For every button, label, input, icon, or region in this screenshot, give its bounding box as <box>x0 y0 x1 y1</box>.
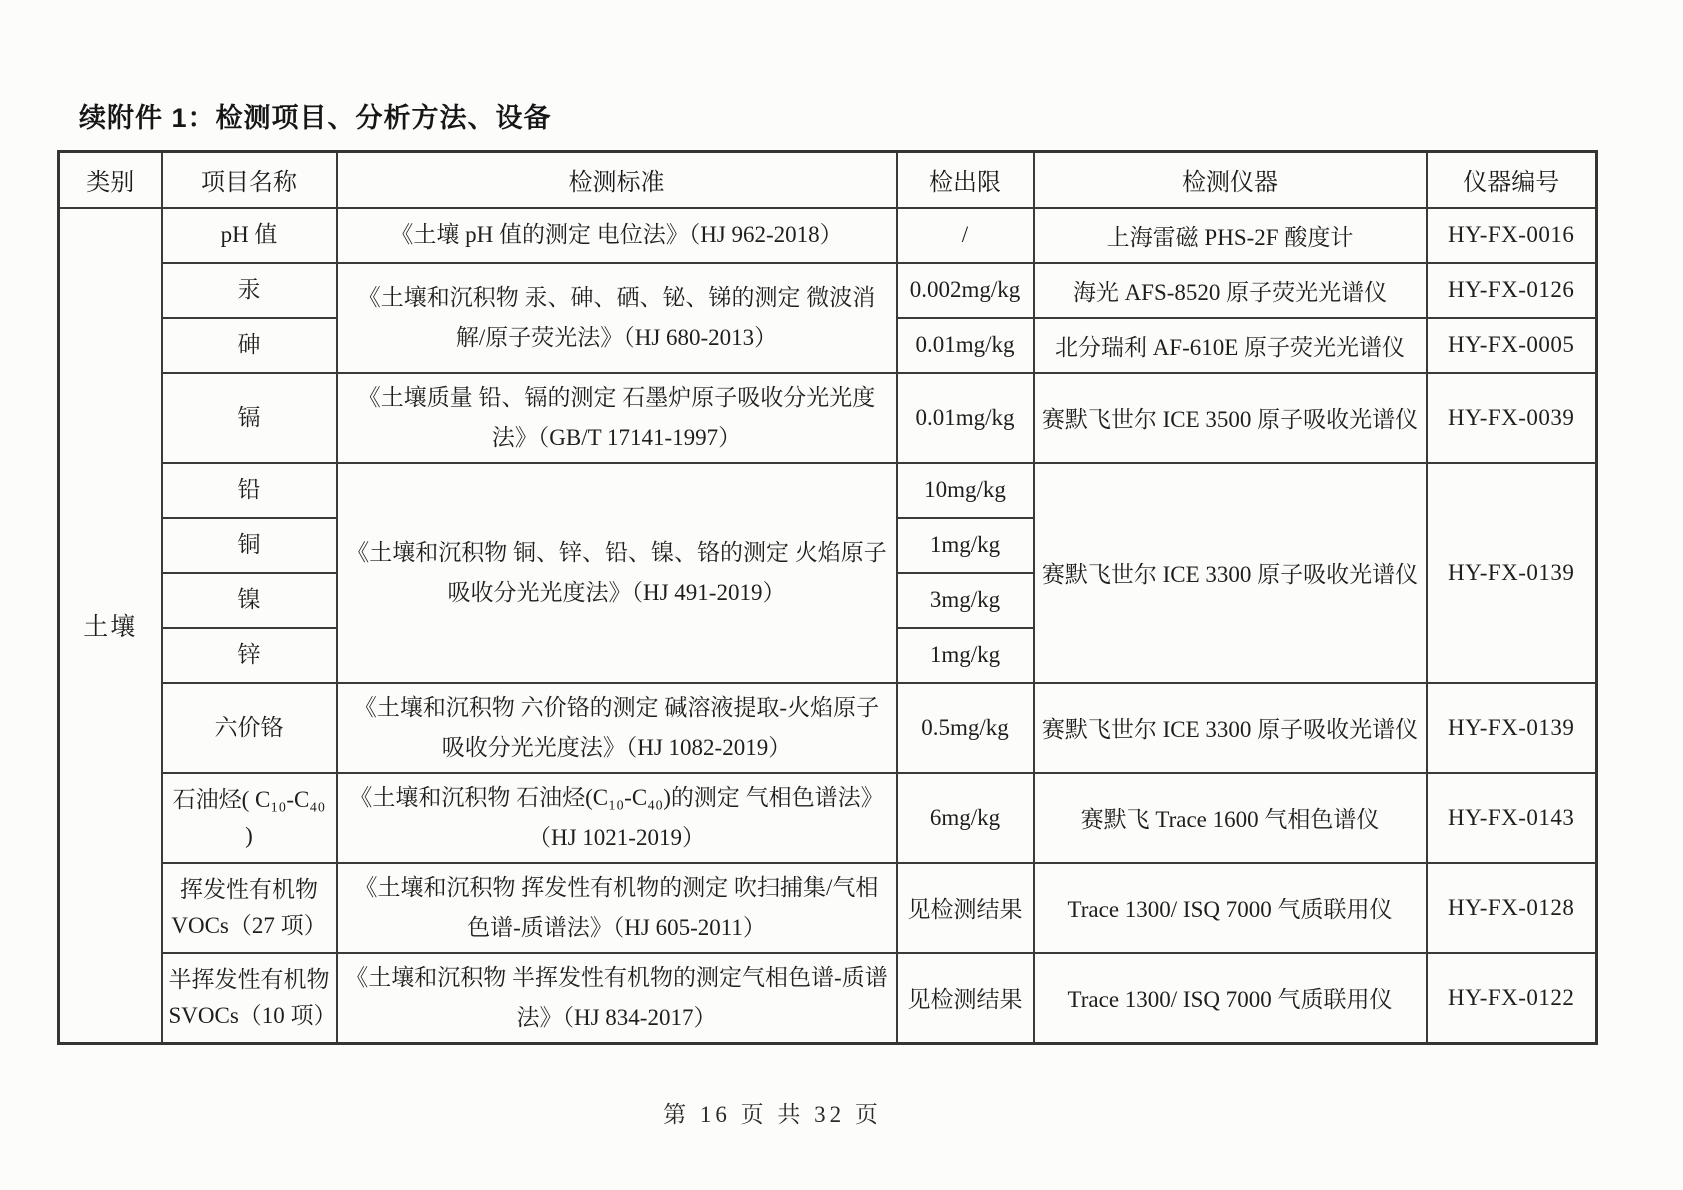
item-cell: 汞 <box>162 263 337 318</box>
instrument-cell: 赛默飞 Trace 1600 气相色谱仪 <box>1034 773 1427 863</box>
instrument-cell: 赛默飞世尔 ICE 3300 原子吸收光谱仪 <box>1034 463 1427 683</box>
code-cell: HY-FX-0139 <box>1427 463 1597 683</box>
instrument-cell: Trace 1300/ ISQ 7000 气质联用仪 <box>1034 953 1427 1044</box>
code-cell: HY-FX-0005 <box>1427 318 1597 373</box>
code-cell: HY-FX-0126 <box>1427 263 1597 318</box>
header-instrument: 检测仪器 <box>1034 152 1427 208</box>
table-row-hexavalent-chromium <box>59 683 1597 773</box>
code-cell: HY-FX-0016 <box>1427 208 1597 263</box>
item-cell: 六价铬 <box>162 683 337 773</box>
instrument-cell: 海光 AFS-8520 原子荧光光谱仪 <box>1034 263 1427 318</box>
standard-cell: 《土壤和沉积物 半挥发性有机物的测定气相色谱-质谱法》（HJ 834-2017） <box>337 953 897 1044</box>
item-cell: pH 值 <box>162 208 337 263</box>
limit-cell: / <box>897 208 1034 263</box>
instrument-cell: 赛默飞世尔 ICE 3500 原子吸收光谱仪 <box>1034 373 1427 463</box>
item-cell: 铅 <box>162 463 337 518</box>
item-cell: 挥发性有机物 VOCs（27 项） <box>162 863 337 953</box>
page-number: 第 16 页 共 32 页 <box>663 1102 882 1127</box>
table-row-ph <box>59 208 1597 263</box>
header-code: 仪器编号 <box>1427 152 1597 208</box>
item-cell: 镍 <box>162 573 337 628</box>
table-row-vocs <box>59 863 1597 953</box>
standard-cell: 《土壤和沉积物 石油烃(C₁₀-C₄₀)的测定 气相色谱法》（HJ 1021-2019） <box>337 773 897 863</box>
limit-cell: 0.002mg/kg <box>897 263 1034 318</box>
limit-cell: 1mg/kg <box>897 518 1034 573</box>
standard-cell: 《土壤和沉积物 汞、砷、硒、铋、锑的测定 微波消解/原子荧光法》（HJ 680-2013） <box>337 263 897 373</box>
header-standard: 检测标准 <box>337 152 897 208</box>
item-cell: 砷 <box>162 318 337 373</box>
standard-cell: 《土壤 pH 值的测定 电位法》（HJ 962-2018） <box>337 208 897 263</box>
category-cell: 土壤 <box>59 208 162 1044</box>
item-cell: 铜 <box>162 518 337 573</box>
code-cell: HY-FX-0122 <box>1427 953 1597 1044</box>
limit-cell: 见检测结果 <box>897 953 1034 1044</box>
code-cell: HY-FX-0039 <box>1427 373 1597 463</box>
detection-items-table <box>57 150 1598 1045</box>
limit-cell: 6mg/kg <box>897 773 1034 863</box>
instrument-cell: 赛默飞世尔 ICE 3300 原子吸收光谱仪 <box>1034 683 1427 773</box>
standard-cell: 《土壤和沉积物 六价铬的测定 碱溶液提取-火焰原子吸收分光光度法》（HJ 1082-2019） <box>337 683 897 773</box>
header-row <box>59 152 1597 208</box>
item-cell: 石油烃( C₁₀-C₄₀ ) <box>162 773 337 863</box>
item-cell: 半挥发性有机物 SVOCs（10 项） <box>162 953 337 1044</box>
table-row-lead <box>59 463 1597 518</box>
code-cell: HY-FX-0139 <box>1427 683 1597 773</box>
header-item: 项目名称 <box>162 152 337 208</box>
table-row-cadmium <box>59 373 1597 463</box>
limit-cell: 见检测结果 <box>897 863 1034 953</box>
item-cell: 锌 <box>162 628 337 683</box>
limit-cell: 1mg/kg <box>897 628 1034 683</box>
table-row-svocs <box>59 953 1597 1044</box>
limit-cell: 0.01mg/kg <box>897 373 1034 463</box>
item-cell: 镉 <box>162 373 337 463</box>
page-title: 续附件 1：检测项目、分析方法、设备 <box>79 103 552 133</box>
code-cell: HY-FX-0143 <box>1427 773 1597 863</box>
limit-cell: 0.01mg/kg <box>897 318 1034 373</box>
header-category: 类别 <box>59 152 162 208</box>
standard-cell: 《土壤质量 铅、镉的测定 石墨炉原子吸收分光光度法》（GB/T 17141-1997） <box>337 373 897 463</box>
limit-cell: 0.5mg/kg <box>897 683 1034 773</box>
limit-cell: 3mg/kg <box>897 573 1034 628</box>
instrument-cell: Trace 1300/ ISQ 7000 气质联用仪 <box>1034 863 1427 953</box>
table-header <box>59 152 1597 208</box>
limit-cell: 10mg/kg <box>897 463 1034 518</box>
instrument-cell: 北分瑞利 AF-610E 原子荧光光谱仪 <box>1034 318 1427 373</box>
header-limit: 检出限 <box>897 152 1034 208</box>
table-row-petroleum-hydrocarbons <box>59 773 1597 863</box>
instrument-cell: 上海雷磁 PHS-2F 酸度计 <box>1034 208 1427 263</box>
standard-cell: 《土壤和沉积物 铜、锌、铅、镍、铬的测定 火焰原子吸收分光光度法》（HJ 491-2019） <box>337 463 897 683</box>
table-row-mercury <box>59 263 1597 318</box>
code-cell: HY-FX-0128 <box>1427 863 1597 953</box>
standard-cell: 《土壤和沉积物 挥发性有机物的测定 吹扫捕集/气相色谱-质谱法》（HJ 605-2011） <box>337 863 897 953</box>
